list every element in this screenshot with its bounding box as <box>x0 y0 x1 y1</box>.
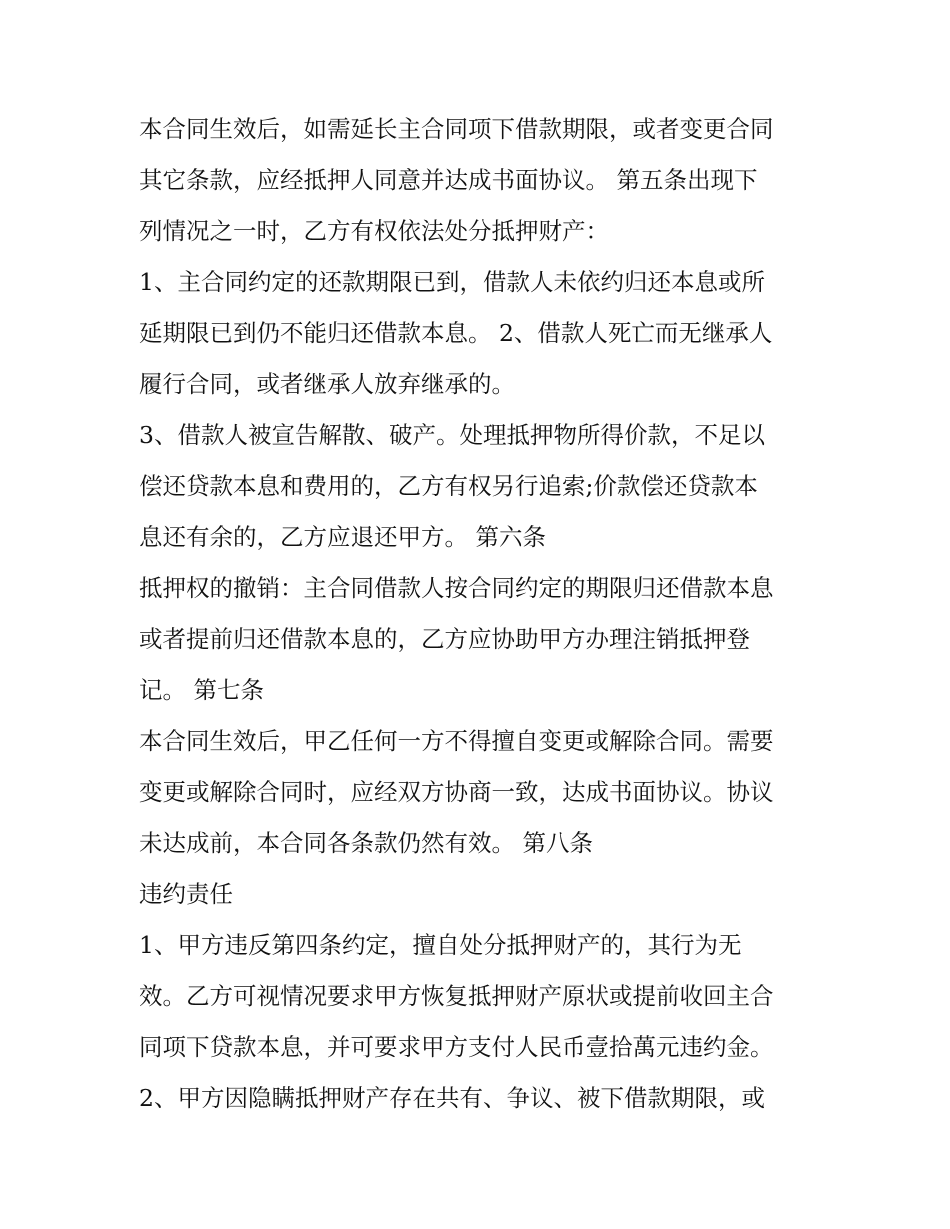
text-line: 未达成前，本合同各条款仍然有效。 第八条 <box>139 829 593 857</box>
text-line: 其它条款，应经抵押人同意并达成书面协议。 第五条出现下 <box>139 166 758 194</box>
text-line: 变更或解除合同时，应经双方协商一致，达成书面协议。协议 <box>139 778 774 806</box>
text-line: 列情况之一时，乙方有权依法处分抵押财产： <box>139 217 609 245</box>
text-line: 违约责任 <box>139 880 233 908</box>
text-line: 本合同生效后，如需延长主合同项下借款期限，或者变更合同 <box>139 115 774 143</box>
text-line: 3、借款人被宣告解散、破产。处理抵押物所得价款，不足以 <box>139 421 765 449</box>
text-line: 1、主合同约定的还款期限已到，借款人未依约归还本息或所 <box>139 268 765 296</box>
contract-text <box>139 104 819 1124</box>
text-line: 本合同生效后，甲乙任何一方不得擅自变更或解除合同。需要 <box>139 727 774 755</box>
text-line: 同项下贷款本息，并可要求甲方支付人民币壹拾萬元违约金。 <box>139 1033 774 1061</box>
text-line: 或者提前归还借款本息的，乙方应协助甲方办理注销抵押登 <box>139 625 750 653</box>
text-line: 延期限已到仍不能归还借款本息。 2、借款人死亡而无继承人 <box>139 319 773 347</box>
text-line: 履行合同，或者继承人放弃继承的。 <box>139 370 515 398</box>
text-line: 1、甲方违反第四条约定，擅自处分抵押财产的，其行为无 <box>139 931 742 959</box>
text-line: 记。 第七条 <box>139 676 264 704</box>
text-line: 2、甲方因隐瞒抵押财产存在共有、争议、被下借款期限，或 <box>139 1084 765 1112</box>
text-line: 抵押权的撤销：主合同借款人按合同约定的期限归还借款本息 <box>139 574 774 602</box>
text-line: 息还有余的，乙方应退还甲方。 第六条 <box>139 523 546 551</box>
text-line: 效。乙方可视情况要求甲方恢复抵押财产原状或提前收回主合 <box>139 982 774 1010</box>
text-line: 偿还贷款本息和费用的，乙方有权另行追索;价款偿还贷款本 <box>139 472 758 500</box>
